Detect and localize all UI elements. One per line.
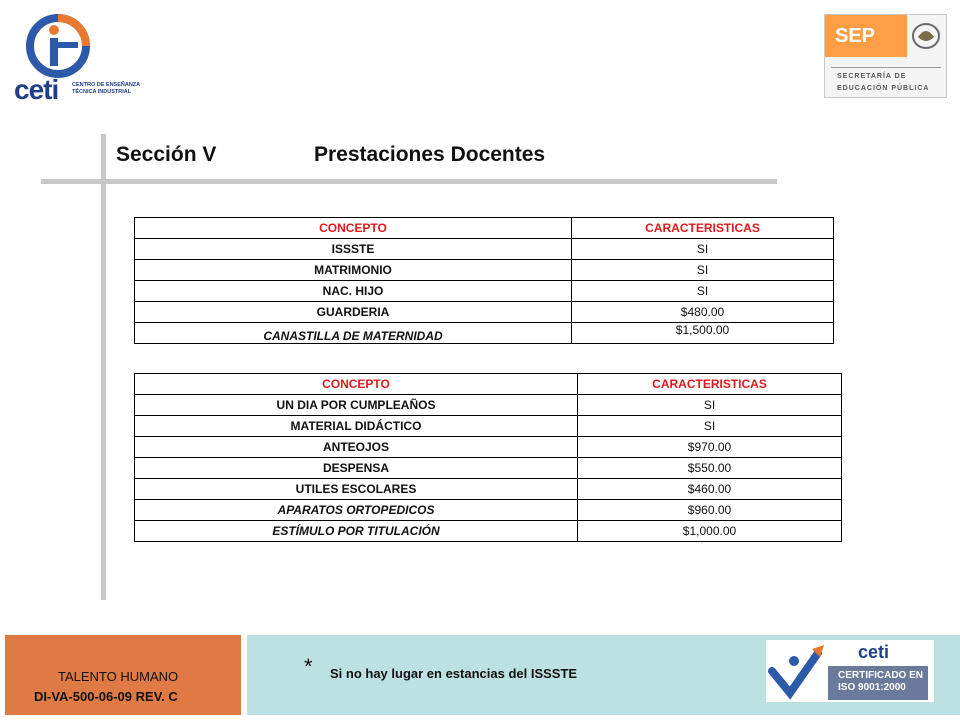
section-number: Sección V bbox=[116, 143, 217, 166]
footnote-asterisk: * bbox=[304, 654, 313, 679]
iso-line1: CERTIFICADO EN bbox=[838, 670, 923, 681]
table-row bbox=[135, 458, 842, 479]
horizontal-divider bbox=[41, 179, 777, 184]
iso-ceti-text: ceti bbox=[858, 642, 890, 662]
ceti-emblem-icon bbox=[12, 12, 138, 82]
page-title: Prestaciones Docentes bbox=[314, 143, 546, 166]
table-row bbox=[135, 302, 834, 323]
sep-line1: SECRETARÍA DE bbox=[837, 73, 907, 80]
mexico-eagle-icon bbox=[909, 19, 943, 53]
concept-cell: APARATOS ORTOPEDICOS bbox=[135, 500, 578, 521]
table-row bbox=[135, 260, 834, 281]
concept-cell: UTILES ESCOLARES bbox=[135, 479, 578, 500]
ceti-logo bbox=[12, 12, 141, 105]
table-row bbox=[135, 479, 842, 500]
value-cell: $970.00 bbox=[578, 437, 842, 458]
concept-cell: MATERIAL DIDÁCTICO bbox=[135, 416, 578, 437]
concept-cell: GUARDERIA bbox=[135, 302, 572, 323]
value-cell: SI bbox=[578, 416, 842, 437]
column-header-concepto: CONCEPTO bbox=[135, 218, 572, 239]
value-cell: $480.00 bbox=[572, 302, 834, 323]
footer-department: TALENTO HUMANO bbox=[58, 669, 179, 684]
table-row bbox=[135, 521, 842, 542]
table-row bbox=[135, 281, 834, 302]
benefits-table-1 bbox=[134, 217, 834, 344]
table-row bbox=[135, 416, 842, 437]
iso-line2: ISO 9001:2000 bbox=[838, 682, 906, 693]
value-cell: $1,500.00 bbox=[572, 323, 834, 344]
iso-certificate-box bbox=[828, 666, 928, 700]
concept-cell: NAC. HIJO bbox=[135, 281, 572, 302]
concept-cell: MATRIMONIO bbox=[135, 260, 572, 281]
concept-cell: DESPENSA bbox=[135, 458, 578, 479]
checkmark-arrow-icon bbox=[768, 641, 828, 701]
value-cell: SI bbox=[572, 281, 834, 302]
value-cell: $1,000.00 bbox=[578, 521, 842, 542]
value-cell: SI bbox=[572, 239, 834, 260]
column-header-caracteristicas: CARACTERISTICAS bbox=[578, 374, 842, 395]
iso-certification-badge bbox=[766, 640, 934, 702]
ceti-logo-subtitle bbox=[72, 82, 142, 96]
sep-line2: EDUCACIÓN PÚBLICA bbox=[837, 85, 930, 92]
concept-cell: CANASTILLA DE MATERNIDAD bbox=[135, 323, 572, 344]
table-row bbox=[135, 395, 842, 416]
table-row bbox=[135, 239, 834, 260]
table-row bbox=[135, 437, 842, 458]
concept-cell: ANTEOJOS bbox=[135, 437, 578, 458]
table-row bbox=[135, 500, 842, 521]
footer-document-code: DI-VA-500-06-09 REV. C bbox=[34, 689, 178, 704]
sep-logo bbox=[824, 14, 947, 98]
table-header-row bbox=[135, 218, 834, 239]
ceti-sub-line2: TÉCNICA INDUSTRIAL bbox=[72, 89, 132, 95]
value-cell: $960.00 bbox=[578, 500, 842, 521]
concept-cell: ESTÍMULO POR TITULACIÓN bbox=[135, 521, 578, 542]
sep-divider bbox=[831, 67, 941, 68]
sep-logo-text: SEP bbox=[825, 15, 907, 57]
ceti-logo-text: ceti bbox=[14, 74, 59, 105]
footnote-text: Si no hay lugar en estancias del ISSSTE bbox=[330, 666, 578, 681]
concept-cell: ISSSTE bbox=[135, 239, 572, 260]
value-cell: SI bbox=[572, 260, 834, 281]
concept-cell: UN DIA POR CUMPLEAÑOS bbox=[135, 395, 578, 416]
table-header-row bbox=[135, 374, 842, 395]
benefits-table-2 bbox=[134, 373, 842, 542]
value-cell: $460.00 bbox=[578, 479, 842, 500]
column-header-caracteristicas: CARACTERISTICAS bbox=[572, 218, 834, 239]
column-header-concepto: CONCEPTO bbox=[135, 374, 578, 395]
vertical-divider bbox=[101, 134, 106, 600]
value-cell: $550.00 bbox=[578, 458, 842, 479]
value-cell: SI bbox=[578, 395, 842, 416]
table-row bbox=[135, 323, 834, 344]
ceti-sub-line1: CENTRO DE ENSEÑANZA bbox=[72, 82, 141, 88]
